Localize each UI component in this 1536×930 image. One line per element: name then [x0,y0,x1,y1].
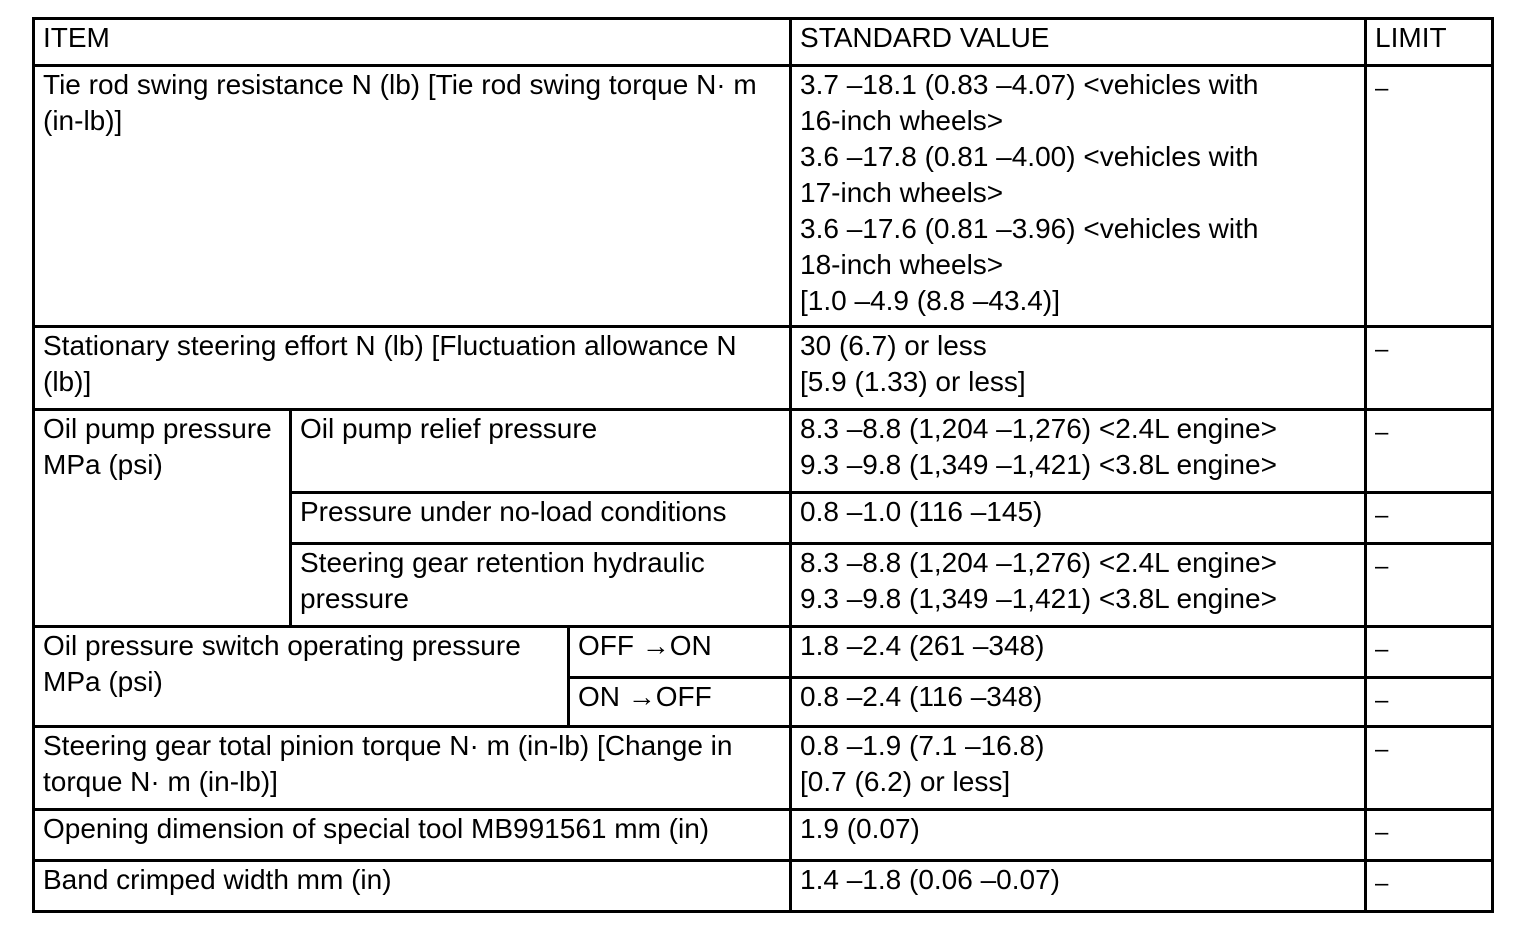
limit-dash: – [1375,687,1389,714]
value-line: 9.3 –9.8 (1,349 –1,421) <3.8L engine> [800,583,1277,614]
table-row-steering-effort [34,327,1493,410]
limit-cell [1366,327,1493,410]
value-line: [0.7 (6.2) or less] [800,766,1011,797]
value-line: 3.7 –18.1 (0.83 –4.07) <vehicles with [800,69,1259,100]
value-line: 3.6 –17.8 (0.81 –4.00) <vehicles with [800,141,1259,172]
table-row-band-crimped [34,861,1493,912]
item-cell: ON →OFF [569,678,791,727]
limit-cell [1366,493,1493,544]
value-line: 1.4 –1.8 (0.06 –0.07) [800,864,1060,895]
value-line: 18-inch wheels> [800,249,1004,280]
group-cell-oil-pump: Oil pump pressure MPa (psi) [34,410,291,627]
limit-cell [1366,66,1493,327]
value-line: 0.8 –1.9 (7.1 –16.8) [800,730,1045,761]
value-line: 8.3 –8.8 (1,204 –1,276) <2.4L engine> [800,413,1277,444]
item-cell: Opening dimension of special tool MB991561 mm (in) [34,810,791,861]
limit-dash: – [1375,336,1389,363]
standard-value-cell [791,861,1366,912]
item-cell: Steering gear total pinion torque N· m (in-lb) [Change in torque N· m (in-lb)] [34,727,791,810]
limit-cell [1366,810,1493,861]
value-line: 3.6 –17.6 (0.81 –3.96) <vehicles with [800,213,1259,244]
standard-value-cell [791,544,1366,627]
limit-cell [1366,861,1493,912]
table-row-special-tool [34,810,1493,861]
standard-value-cell [791,66,1366,327]
limit-dash: – [1375,553,1389,580]
limit-dash: – [1375,870,1389,897]
standard-value-cell [791,327,1366,410]
standard-value-cell [791,493,1366,544]
item-cell: Band crimped width mm (in) [34,861,791,912]
value-line: 9.3 –9.8 (1,349 –1,421) <3.8L engine> [800,449,1277,480]
value-line: 17-inch wheels> [800,177,1004,208]
value-line: [5.9 (1.33) or less] [800,366,1026,397]
table-row-oil-switch-off-on [34,627,1493,678]
limit-cell [1366,410,1493,493]
table-row-oil-pump-relief [34,410,1493,493]
item-cell: Pressure under no-load conditions [291,493,791,544]
group-cell-oil-switch: Oil pressure switch operating pressure MPa (psi) [34,627,569,727]
table-row-pinion-torque [34,727,1493,810]
limit-dash: – [1375,502,1389,529]
table-row-tie-rod [34,66,1493,327]
header-limit: LIMIT [1366,19,1493,66]
value-line: 1.8 –2.4 (261 –348) [800,630,1045,661]
standard-value-cell [791,410,1366,493]
limit-cell [1366,544,1493,627]
service-specifications-table [32,17,1494,913]
limit-cell [1366,678,1493,727]
standard-value-cell [791,810,1366,861]
limit-dash: – [1375,636,1389,663]
limit-cell [1366,627,1493,678]
header-item: ITEM [34,19,791,66]
value-line: 0.8 –2.4 (116 –348) [800,681,1043,712]
limit-dash: – [1375,736,1389,763]
item-cell: Stationary steering effort N (lb) [Fluctuation allowance N (lb)] [34,327,791,410]
item-cell: Steering gear retention hydraulic pressure [291,544,791,627]
limit-dash: – [1375,419,1389,446]
standard-value-cell [791,678,1366,727]
value-line: [1.0 –4.9 (8.8 –43.4)] [800,285,1060,316]
value-line: 16-inch wheels> [800,105,1004,136]
header-row [34,19,1493,66]
standard-value-cell [791,627,1366,678]
value-line: 1.9 (0.07) [800,813,920,844]
standard-value-cell [791,727,1366,810]
value-line: 8.3 –8.8 (1,204 –1,276) <2.4L engine> [800,547,1277,578]
item-cell: Oil pump relief pressure [291,410,791,493]
item-cell: Tie rod swing resistance N (lb) [Tie rod swing torque N· m (in-lb)] [34,66,791,327]
limit-dash: – [1375,819,1389,846]
limit-dash: – [1375,75,1389,102]
header-standard-value: STANDARD VALUE [791,19,1366,66]
item-cell: OFF →ON [569,627,791,678]
value-line: 0.8 –1.0 (116 –145) [800,496,1043,527]
limit-cell [1366,727,1493,810]
value-line: 30 (6.7) or less [800,330,987,361]
